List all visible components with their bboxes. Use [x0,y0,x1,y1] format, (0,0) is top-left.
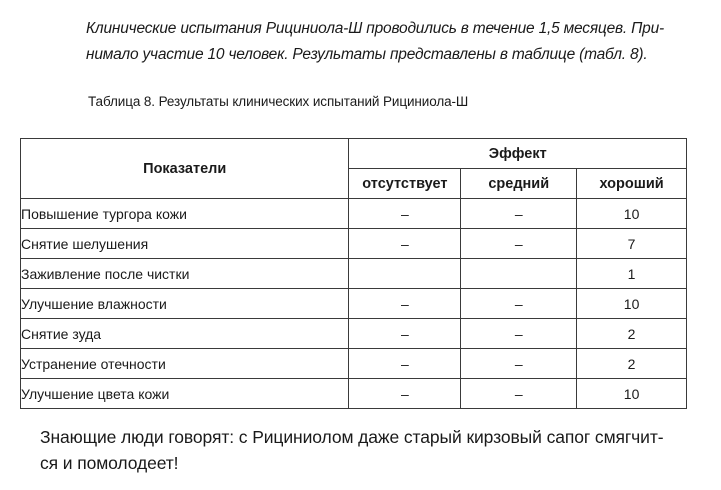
table-row [21,379,687,409]
table-row [21,319,687,349]
value-good: 10 [577,199,687,229]
value-good: 7 [577,229,687,259]
row-name: Снятие зуда [21,319,349,349]
row-name: Заживление после чистки [21,259,349,289]
value-absent: – [349,199,461,229]
value-good: 2 [577,349,687,379]
table-row [21,289,687,319]
row-name: Устранение отечности [21,349,349,379]
value-absent: – [349,289,461,319]
value-good: 10 [577,289,687,319]
closing-line: ся и помолодеет! [40,453,179,473]
value-medium: – [461,349,577,379]
table-caption: Таблица 8. Результаты клинических испытаний Рициниола-Ш [88,94,469,109]
intro-line: нимало участие 10 человек. Результаты представлены в таблице (табл. 8). [86,46,648,63]
value-medium: – [461,229,577,259]
results-table [20,138,687,409]
value-medium [461,259,577,289]
table-row [21,199,687,229]
intro-paragraph [86,16,686,68]
value-medium: – [461,199,577,229]
closing-line: Знающие люди говорят: с Рициниолом даже старый кирзовый сапог смягчит- [40,427,664,447]
value-medium: – [461,379,577,409]
subheader-medium: средний [461,169,577,199]
subheader-absent: отсутствует [349,169,461,199]
value-absent [349,259,461,289]
row-name: Улучшение цвета кожи [21,379,349,409]
row-name: Повышение тургора кожи [21,199,349,229]
table-row [21,229,687,259]
header-effect: Эффект [349,139,687,169]
value-absent: – [349,349,461,379]
value-good: 2 [577,319,687,349]
value-medium: – [461,319,577,349]
subheader-good: хороший [577,169,687,199]
closing-paragraph [20,424,687,476]
row-name: Снятие шелушения [21,229,349,259]
table-row [21,349,687,379]
intro-line: Клинические испытания Рициниола-Ш проводились в течение 1,5 месяцев. При- [86,20,664,37]
header-indicators: Показатели [21,139,349,199]
table-row [21,259,687,289]
value-good: 1 [577,259,687,289]
value-absent: – [349,229,461,259]
value-good: 10 [577,379,687,409]
row-name: Улучшение влажности [21,289,349,319]
value-medium: – [461,289,577,319]
value-absent: – [349,319,461,349]
value-absent: – [349,379,461,409]
